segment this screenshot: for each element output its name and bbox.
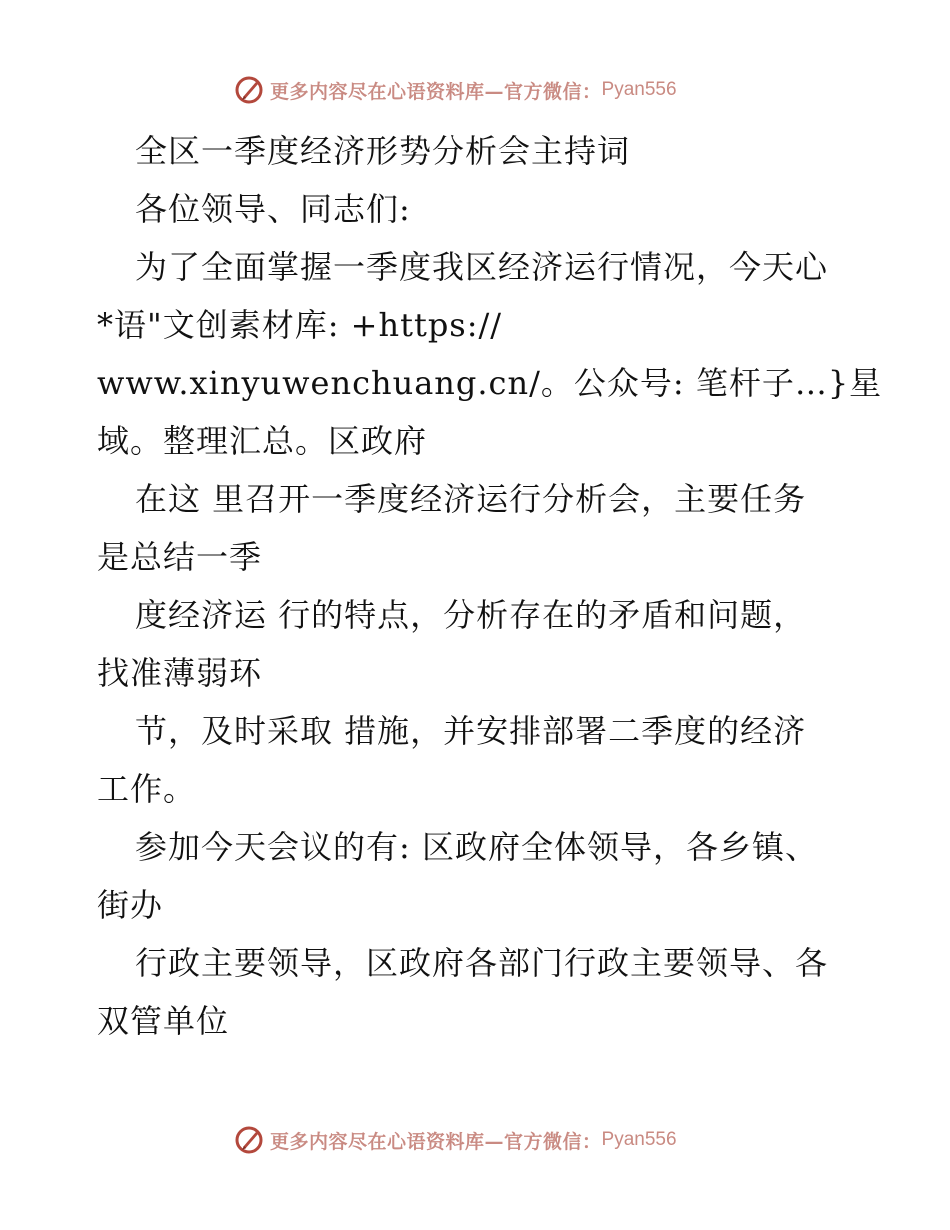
paragraph-line: 找准薄弱环 <box>97 654 263 692</box>
paragraph-line: 工作。 <box>97 770 197 808</box>
quill-logo-icon <box>234 75 264 105</box>
paragraph-line: 行政主要领导，区政府各部门行政主要领导、各 <box>135 944 829 982</box>
paragraph-line: *语"文创素材库: +https:// <box>97 306 503 344</box>
paragraph-line: www.xinyuwenchuang.cn/。公众号: 笔杆子…}星 <box>97 364 883 402</box>
paragraph-line: 是总结一季 <box>97 538 263 576</box>
paragraph-line: 域。整理汇总。区政府 <box>97 422 428 460</box>
paragraph-line: 为了全面掌握一季度我区经济运行情况，今天心 <box>135 248 829 286</box>
banner-handle: Pyan556 <box>601 79 677 100</box>
document-title: 全区一季度经济形势分析会主持词 <box>135 132 631 170</box>
banner-handle: Pyan556 <box>601 1129 677 1150</box>
banner-text: 更多内容尽在心语资料库—官方微信： <box>270 1130 602 1153</box>
paragraph-line: 双管单位 <box>97 1002 230 1040</box>
document-body <box>97 122 883 1050</box>
quill-logo-icon <box>234 1125 264 1155</box>
paragraph-line: 参加今天会议的有: 区政府全体领导，各乡镇、 <box>135 828 818 866</box>
banner-text: 更多内容尽在心语资料库—官方微信： <box>270 80 602 103</box>
paragraph-line: 度经济运 行的特点，分析存在的矛盾和问题， <box>135 596 807 634</box>
paragraph-line: 在这 里召开一季度经济运行分析会，主要任务 <box>135 480 807 518</box>
footer-banner <box>234 1122 677 1158</box>
paragraph-line: 节，及时采取 措施，并安排部署二季度的经济 <box>135 712 807 750</box>
salutation: 各位领导、同志们: <box>135 190 411 228</box>
paragraph-line: 街办 <box>97 886 164 924</box>
header-banner <box>234 72 677 108</box>
